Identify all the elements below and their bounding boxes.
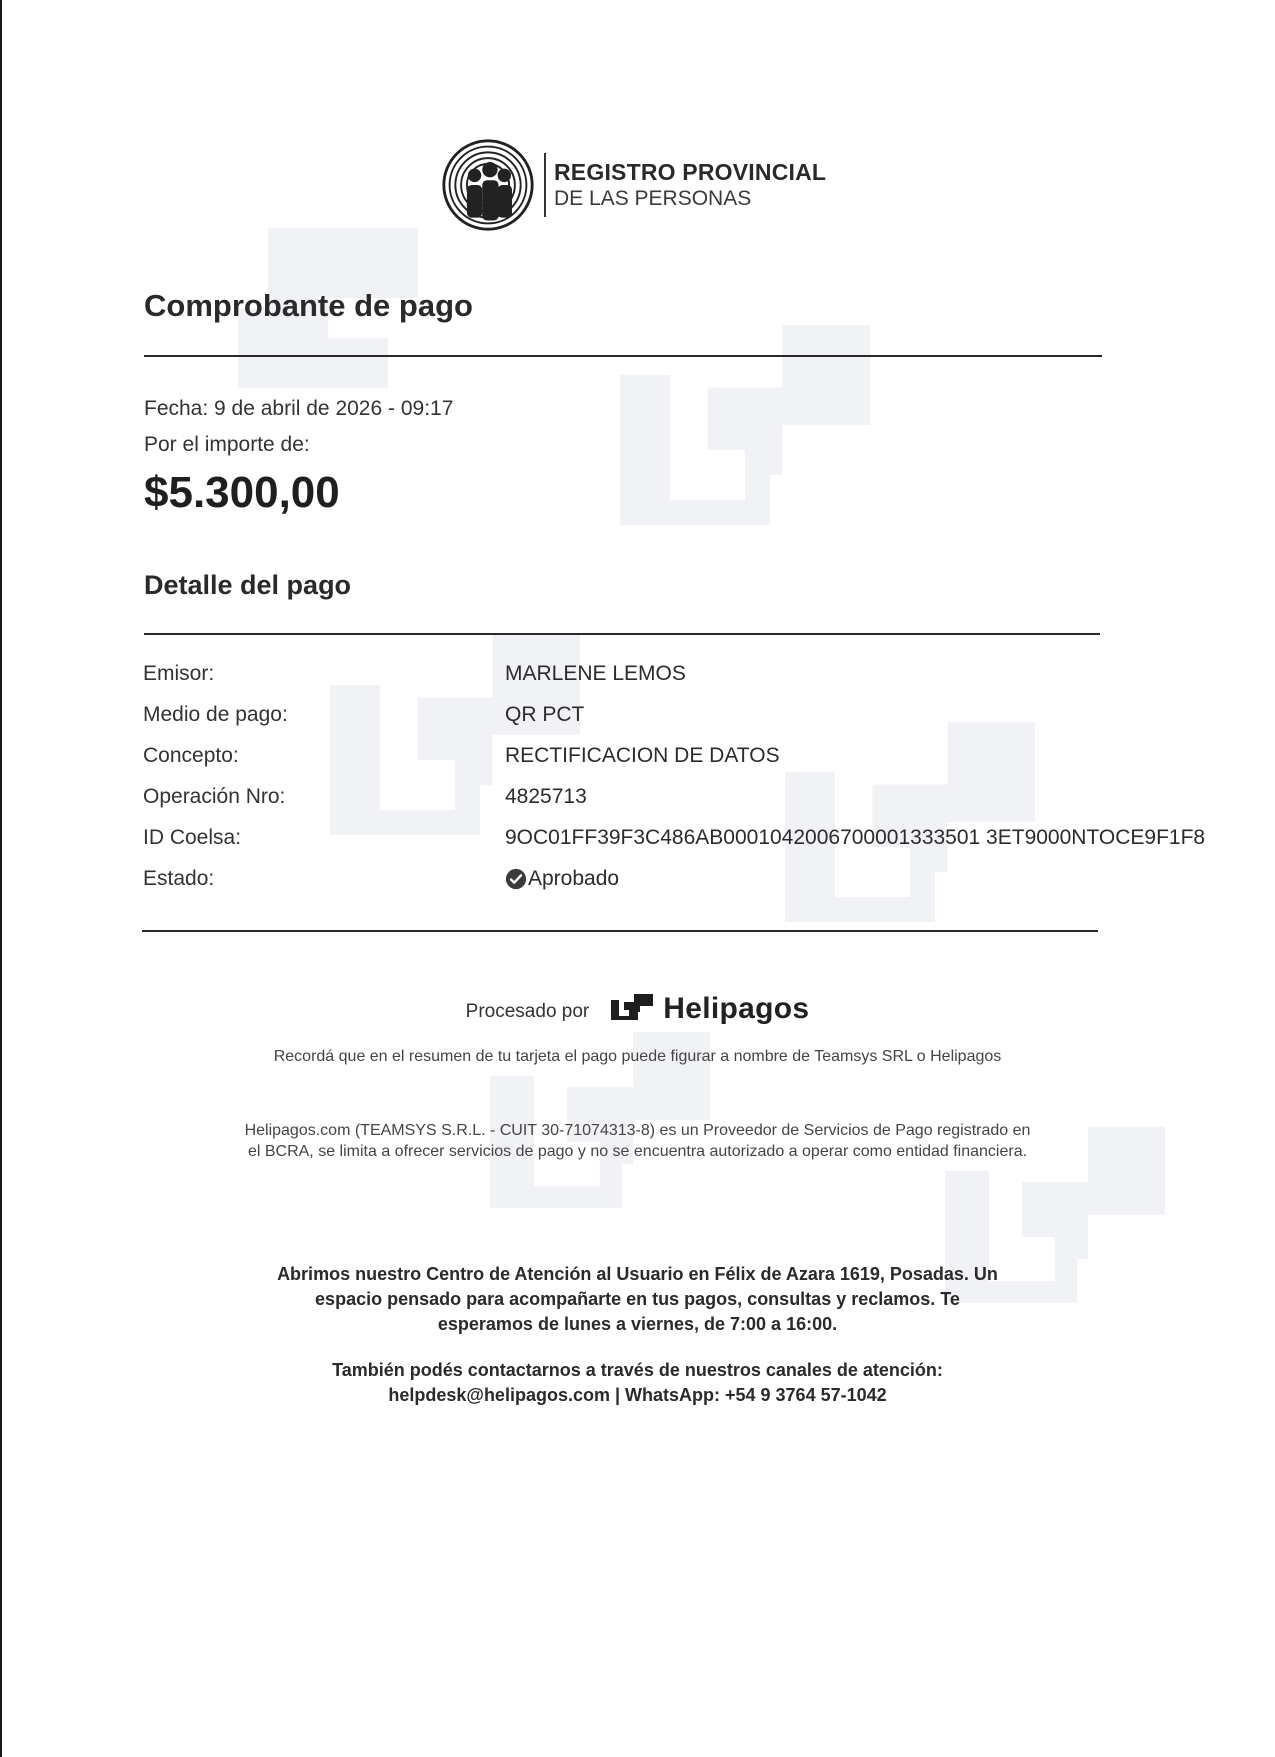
detail-row-id-coelsa	[0, 822, 1275, 863]
helipagos-brand	[609, 992, 809, 1026]
detail-row-operacion	[0, 781, 1275, 822]
detail-value: QR PCT	[505, 703, 585, 726]
fingerprint-family-seal-icon	[440, 137, 536, 233]
registry-logo	[440, 132, 826, 238]
page-title: Comprobante de pago	[144, 288, 473, 323]
detail-value: MARLENE LEMOS	[505, 662, 686, 685]
registry-name-line2: DE LAS PERSONAS	[554, 187, 752, 211]
payment-date: Fecha: 9 de abril de 2026 - 09:17	[144, 397, 454, 420]
detail-label: Estado:	[143, 867, 215, 890]
detail-row-medio-de-pago	[0, 699, 1275, 740]
service-center-note: Abrimos nuestro Centro de Atención al Usuario en Félix de Azara 1619, Posadas. Un espacio pensado para acompañarte en tus pagos, consultas y reclamos. Te esperamos de lunes a viernes, de 7:00 a 16:00.	[277, 1264, 998, 1334]
registry-name	[554, 159, 826, 212]
detail-label: Emisor:	[143, 662, 215, 685]
detail-table	[0, 658, 1275, 904]
registry-name-line1: REGISTRO PROVINCIAL	[554, 158, 827, 185]
check-circle-icon	[505, 868, 527, 890]
detail-label: Concepto:	[143, 744, 239, 767]
brand-name: Helipagos	[663, 992, 810, 1025]
logo-divider	[544, 153, 546, 217]
helipagos-logo-icon	[609, 994, 655, 1024]
status-text: Aprobado	[528, 867, 620, 890]
payment-amount: $5.300,00	[144, 468, 340, 517]
processed-by	[0, 992, 1275, 1026]
detail-value: 4825713	[505, 785, 587, 808]
detail-value: 9OC01FF39F3C486AB0001042006700001333501 3ET9000NTOCE9F1F8	[505, 826, 1206, 849]
detail-row-estado	[0, 863, 1275, 904]
detail-label: Medio de pago:	[143, 703, 288, 726]
legal-note: Helipagos.com (TEAMSYS S.R.L. - CUIT 30-71074313-8) es un Proveedor de Servicios de Pago registrado en el BCRA, se limita a ofrecer servicios de pago y no se encuentra autorizado a operar como entidad financiera.	[244, 1122, 1031, 1160]
amount-label: Por el importe de:	[144, 433, 310, 456]
contact-note: También podés contactarnos a través de nuestros canales de atención: helpdesk@helipagos.com | WhatsApp: +54 9 3764 57-1042	[332, 1360, 943, 1405]
divider	[144, 633, 1100, 635]
card-statement-note: Recordá que en el resumen de tu tarjeta el pago puede figurar a nombre de Teamsys SRL o Helipagos	[273, 1048, 1002, 1065]
detail-row-concepto	[0, 740, 1275, 781]
divider	[142, 930, 1098, 932]
detail-value: RECTIFICACION DE DATOS	[505, 744, 780, 767]
detail-row-emisor	[0, 658, 1275, 699]
detail-label: Operación Nro:	[143, 785, 286, 808]
processed-label: Procesado por	[465, 1001, 590, 1022]
detail-label: ID Coelsa:	[143, 826, 242, 849]
detail-title: Detalle del pago	[144, 570, 352, 600]
status-badge	[505, 867, 619, 891]
divider	[144, 355, 1102, 357]
